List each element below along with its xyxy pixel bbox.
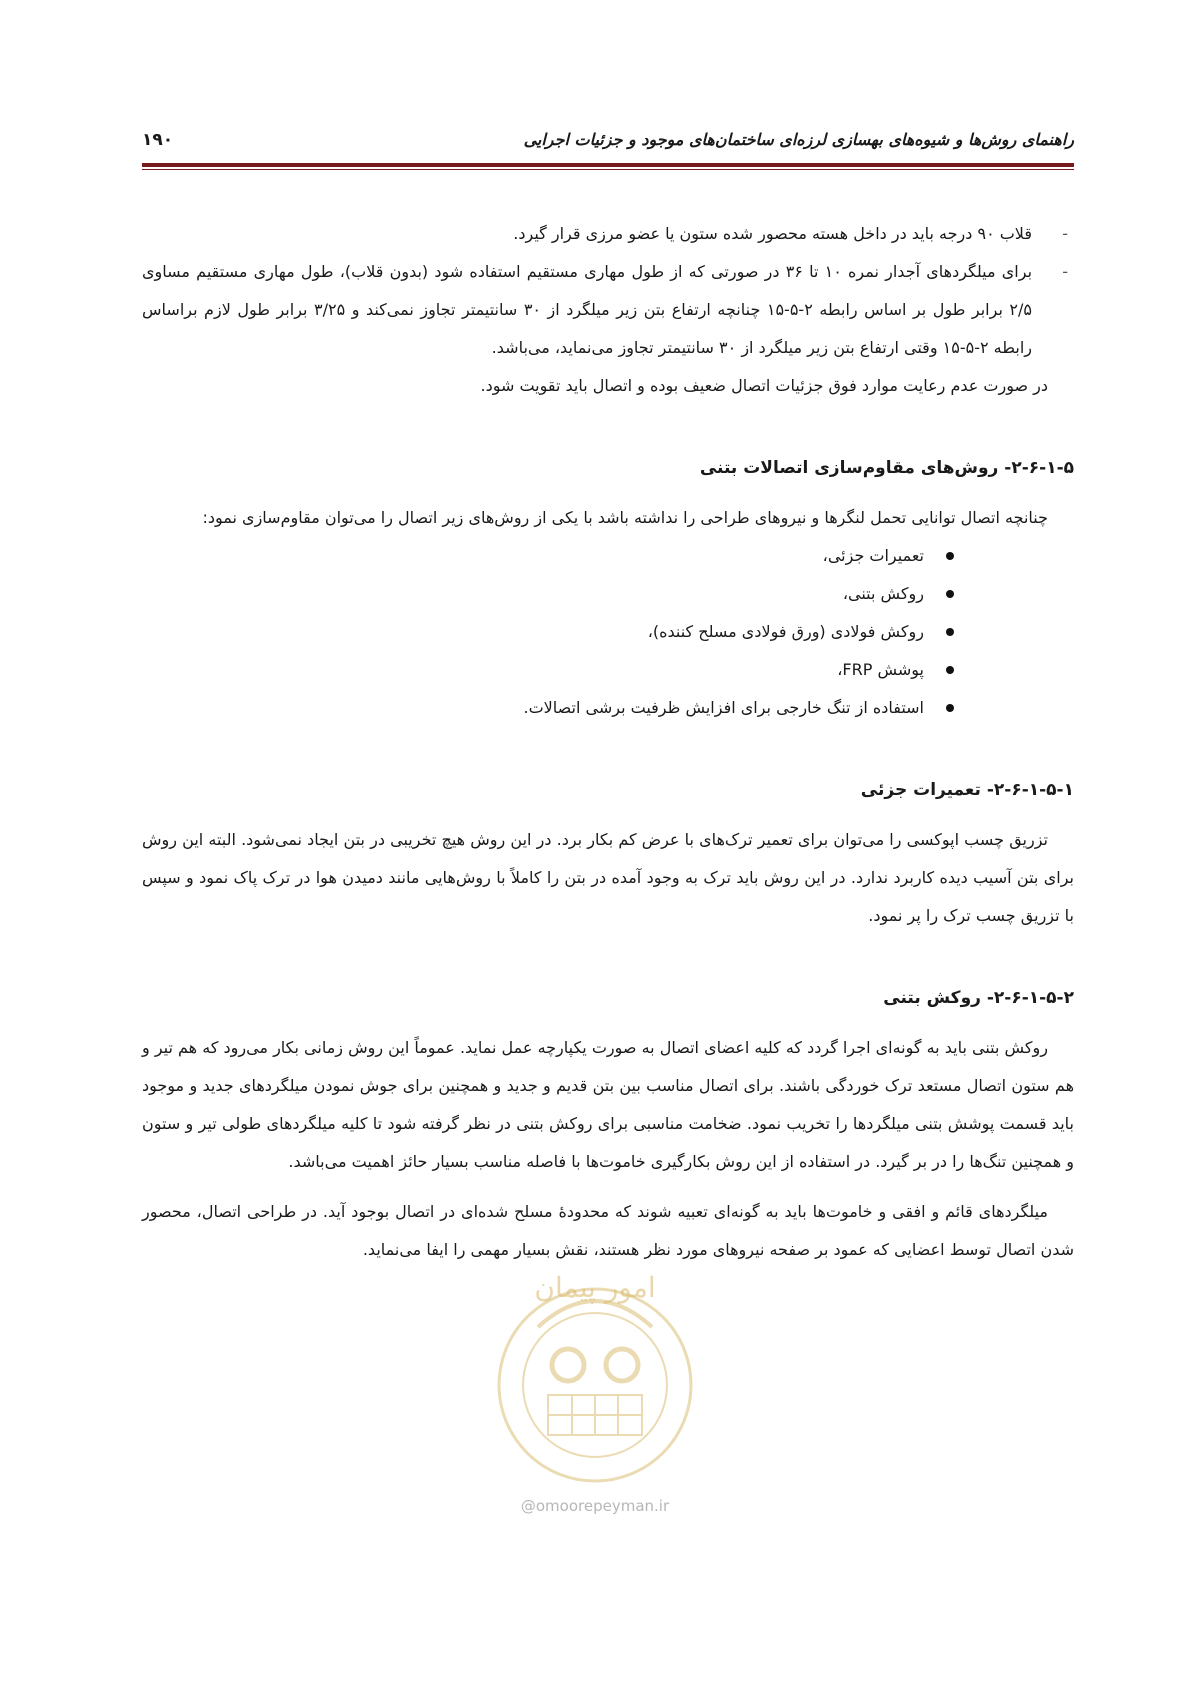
watermark-site-text: @omoorepeyman.ir bbox=[520, 1497, 670, 1515]
dash-item-text: برای میلگردهای آجدار نمره ۱۰ تا ۳۶ در صورتی که از طول مهاری مستقیم استفاده شود (بدون قلاب)، طول مهاری مستقیم مساوی ۲/۵ برابر طول بر اساس رابطه ۲-۵-۱۵ چنانچه ارتفاع بتن زیر میلگرد از ۳۰ سانتیمتر تجاوز نمی‌کند و ۳/۲۵ برابر طول لازم براساس رابطه ۲-۵-۱۵ وقتی ارتفاع بتن زیر میلگرد از ۳۰ سانتیمتر تجاوز می‌نماید، می‌باشد. bbox=[142, 262, 1033, 357]
bullet-icon bbox=[946, 552, 954, 560]
publisher-watermark bbox=[478, 1235, 712, 1535]
bullet-icon bbox=[946, 590, 954, 598]
header-title: راهنمای روش‌ها و شیوه‌های بهسازی لرزه‌ای ساختمان‌های موجود و جزئیات اجرایی bbox=[523, 130, 1074, 149]
list-item bbox=[142, 689, 954, 727]
section-paragraph: روکش بتنی باید به گونه‌ای اجرا گردد که کلیه اعضای اتصال به صورت یکپارچه عمل نماید. عموماً این روش زمانی بکار می‌رود که هم تیر و هم ستون اتصال مستعد ترک خوردگی باشند. برای اتصال مناسب بین بتن قدیم و جدید و همچنین برای جوش نمودن میلگردهای جدید و موجود باید قسمت پوشش بتنی میلگردها را تخریب نمود. ضخامت مناسبی برای روکش بتنی در نظر گرفته شود تا کلیه میلگردهای طولی تیر و ستون و همچنین تنگ‌ها را در بر گیرد. در استفاده از این روش بکارگیری خاموت‌ها با فاصله مناسب بسیار حائز اهمیت می‌باشد. bbox=[142, 1038, 1074, 1171]
list-item bbox=[142, 651, 954, 689]
methods-bullet-list bbox=[142, 537, 1074, 727]
section-paragraph: میلگردهای قائم و افقی و خاموت‌ها باید به گونه‌ای تعبیه شوند که محدودهٔ مسلح شده‌ای در اتصال بوجود آید. در طراحی اتصال، محصور شدن اتصال توسط اعضایی که عمود بر صفحه نیروهای مورد نظر هستند، نقش بسیار مهمی را ایفا می‌نماید. bbox=[142, 1202, 1074, 1259]
dash-list-item bbox=[142, 253, 1074, 367]
page-header bbox=[142, 130, 1074, 160]
intro-closing-paragraph: در صورت عدم رعایت موارد فوق جزئیات اتصال ضعیف بوده و اتصال باید تقویت شود. bbox=[480, 376, 1048, 395]
section-heading-concrete-jacketing: ۲-۶-۱-۵-۲- روکش بتنی bbox=[883, 988, 1074, 1008]
header-rule bbox=[142, 163, 1074, 167]
dash-icon: - bbox=[1062, 224, 1068, 243]
bullet-icon bbox=[946, 628, 954, 636]
list-item-text: روکش فولادی (ورق فولادی مسلح کننده)، bbox=[647, 622, 924, 641]
page-number: ۱۹۰ bbox=[142, 130, 174, 150]
list-item bbox=[142, 613, 954, 651]
list-item-text: پوشش FRP، bbox=[837, 660, 924, 679]
section-heading-minor-repairs: ۲-۶-۱-۵-۱- تعمیرات جزئی bbox=[860, 780, 1074, 800]
dash-item-text: قلاب ۹۰ درجه باید در داخل هسته محصور شده ستون یا عضو مرزی قرار گیرد. bbox=[513, 224, 1032, 243]
list-item bbox=[142, 537, 954, 575]
list-item bbox=[142, 575, 954, 613]
header-rule-thin bbox=[142, 169, 1074, 170]
section-paragraph: تزریق چسب اپوکسی را می‌توان برای تعمیر ترک‌های با عرض کم بکار برد. در این روش هیچ تخریبی در بتن ایجاد نمی‌شود. البته این روش برای بتن آسیب دیده کاربرد ندارد. در این روش باید ترک به وجود آمده در بتن را کاملاً با روش‌هایی مانند دمیدن هوا در ترک پاک نمود و سپس با تزریق چسب ترک را پر نمود. bbox=[142, 830, 1074, 925]
section-paragraph: چنانچه اتصال توانایی تحمل لنگرها و نیروهای طراحی را نداشته باشد با یکی از روش‌های زیر اتصال را می‌توان مقاوم‌سازی نمود: bbox=[202, 508, 1048, 527]
list-item-text: استفاده از تنگ خارجی برای افزایش ظرفیت برشی اتصالات. bbox=[523, 698, 924, 717]
bullet-icon bbox=[946, 666, 954, 674]
list-item-text: تعمیرات جزئی، bbox=[822, 546, 924, 565]
dash-icon: - bbox=[1062, 262, 1068, 281]
list-item-text: روکش بتنی، bbox=[842, 584, 924, 603]
watermark-script-text: امور پیمان bbox=[534, 1271, 656, 1304]
section-heading-strengthening-methods: ۲-۶-۱-۵- روش‌های مقاوم‌سازی اتصالات بتنی bbox=[699, 458, 1074, 478]
watermark-seal-icon bbox=[478, 1235, 712, 1535]
bullet-icon bbox=[946, 704, 954, 712]
document-body bbox=[142, 215, 1074, 1269]
dash-list-item bbox=[142, 215, 1074, 253]
